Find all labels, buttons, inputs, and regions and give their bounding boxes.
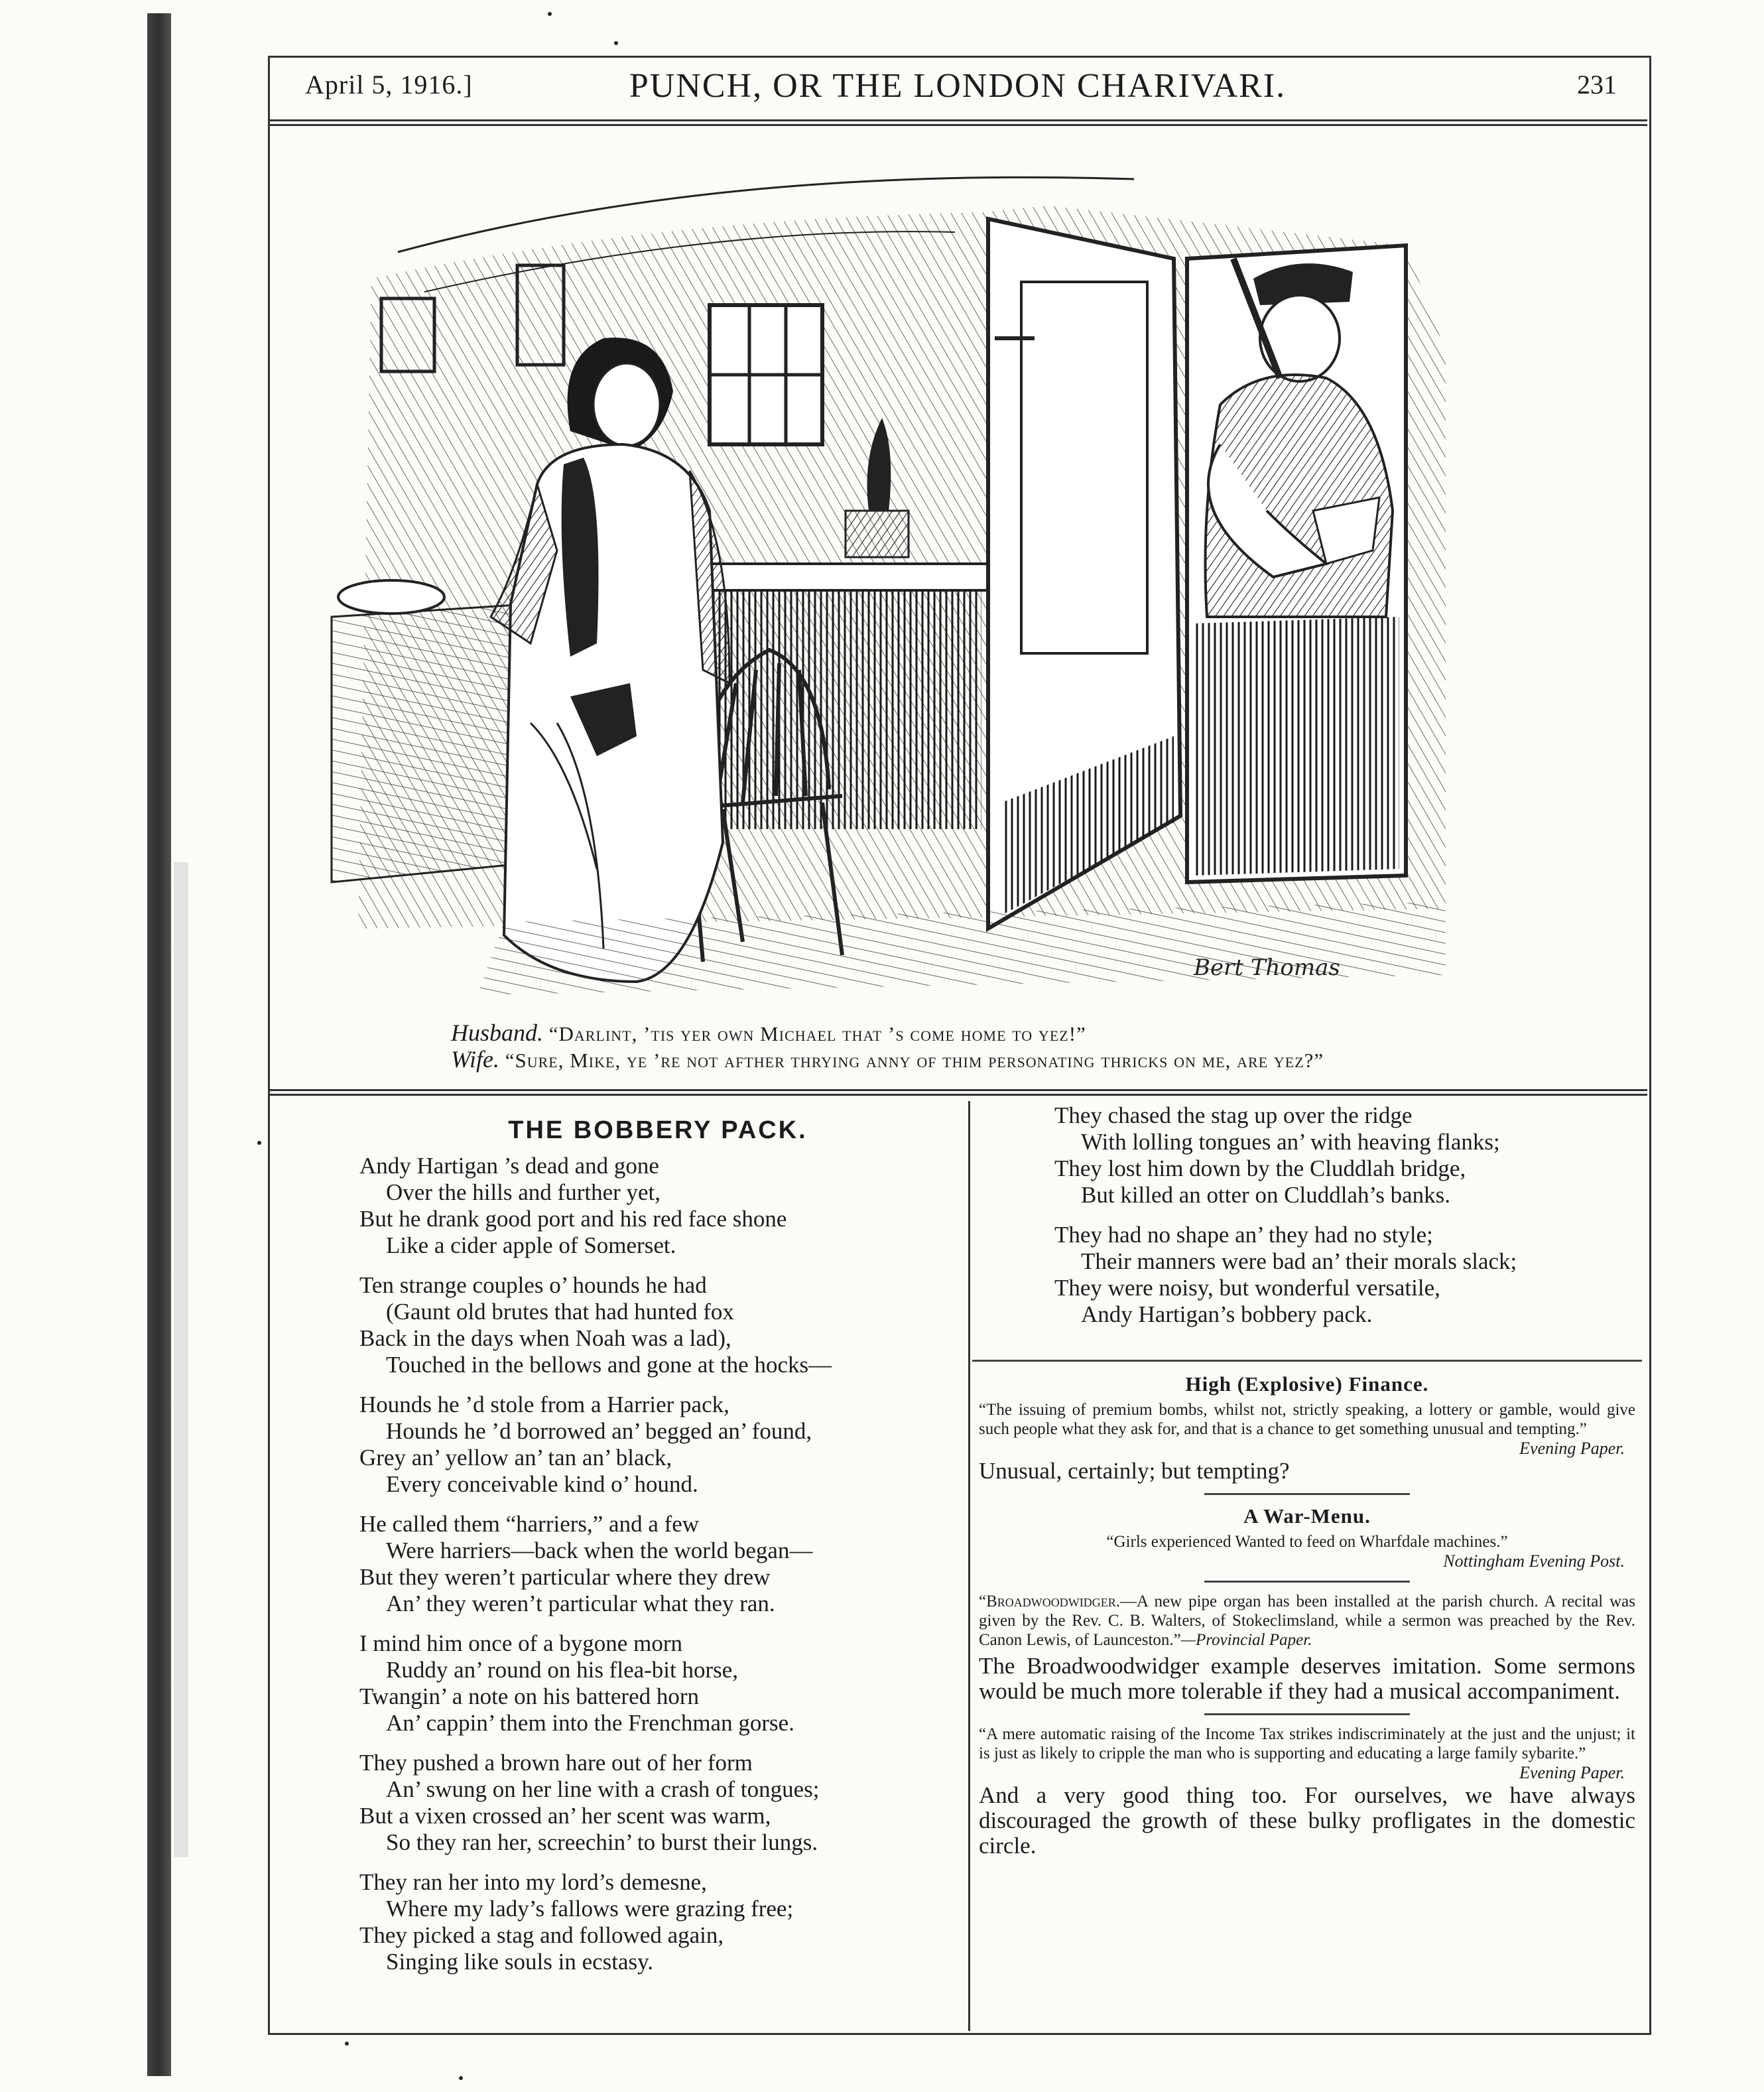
right-column-snippets [979, 1360, 1635, 1859]
poem-stanza [1054, 1222, 1638, 1328]
poem-line: Touched in the bellows and gone at the hocks— [386, 1352, 832, 1378]
poem-line: Andy Hartigan’s bobbery pack. [1081, 1301, 1373, 1327]
broadwoodwidger-quote-body: —A new pipe organ has been installed at the parish church. A recital was given by the Rev. C. B. Walters, of Stokeclimsland, while a sermon was preached by the Rev. Canon Lewis, of Launceston.” [979, 1593, 1635, 1649]
broadwoodwidger-comment: The Broadwoodwidger example deserves imitation. Some sermons would be much more tolerable if they had a musical accompaniment. [979, 1653, 1635, 1704]
poem-stanza [359, 1630, 956, 1736]
broadwoodwidger-quote [979, 1592, 1635, 1650]
high-finance-title: High (Explosive) Finance. [1185, 1372, 1429, 1396]
header-title: PUNCH, OR THE LONDON CHARIVARI. [629, 67, 1287, 105]
page-header [268, 66, 1647, 118]
poem-line: Like a cider apple of Somerset. [386, 1232, 676, 1258]
half-door [1194, 617, 1399, 876]
poem-line: Andy Hartigan ’s dead and gone [359, 1153, 659, 1179]
poem-stanza [359, 1392, 956, 1498]
caption-speaker-husband: Husband. [451, 1019, 544, 1046]
poem-left-column [359, 1101, 956, 1989]
poem-line: Ten strange couples o’ hounds he had [359, 1272, 707, 1298]
basin [338, 580, 444, 614]
poem-line: But killed an otter on Cluddlah’s banks. [1081, 1182, 1451, 1208]
poem-line: They picked a stag and followed again, [359, 1922, 724, 1948]
poem-line: They were noisy, but wonderful versatile, [1054, 1275, 1440, 1301]
poem-line: Ruddy an’ round on his flea-bit horse, [386, 1657, 739, 1683]
broadwoodwidger-section [979, 1592, 1635, 1704]
print-speck [257, 1141, 261, 1145]
poem-line: But a vixen crossed an’ her scent was warm, [359, 1803, 771, 1829]
poem-line: But they weren’t particular where they drew [359, 1564, 771, 1590]
poem-line: So they ran her, screechin’ to burst their lungs. [386, 1829, 818, 1855]
poem-stanza [359, 1153, 956, 1259]
poem-line: (Gaunt old brutes that had hunted fox [386, 1299, 734, 1325]
section-rule [972, 1360, 1642, 1362]
high-finance-section [979, 1372, 1635, 1484]
print-speck [345, 2042, 349, 2046]
page-gutter-shadow [174, 862, 188, 1857]
poem-title: THE BOBBERY PACK. [508, 1116, 808, 1144]
page-binding-shadow [147, 13, 171, 2076]
open-door [988, 219, 1180, 929]
artist-signature: Bert Thomas [1194, 954, 1340, 981]
poem-line: Over the hills and further yet, [386, 1179, 661, 1205]
poem-line: Back in the days when Noah was a lad), [359, 1325, 731, 1351]
broadwoodwidger-quote-head: “Broadwoodwidger. [979, 1593, 1120, 1610]
poem-line: But he drank good port and his red face shone [359, 1206, 787, 1232]
poem-line: An’ they weren’t particular what they ran. [386, 1591, 775, 1616]
poem-stanza [359, 1511, 956, 1617]
poem-line: I mind him once of a bygone morn [359, 1630, 682, 1656]
poem-line: They pushed a brown hare out of her form [359, 1750, 753, 1776]
poem-line: Where my lady’s fallows were grazing free; [386, 1896, 794, 1922]
column-rule [968, 1101, 970, 2031]
income-tax-quote: “A mere automatic raising of the Income Tax strikes indiscriminately at the just and the unjust; it is just as likely to cripple the man who is supporting and educating a large family sybarite.” [979, 1725, 1635, 1762]
war-menu-quote: “Girls experienced Wanted to feed on Wharfdale machines.” [1106, 1533, 1508, 1551]
poem-stanza [359, 1272, 956, 1378]
poem-line: They lost him down by the Cluddlah bridge, [1054, 1155, 1466, 1181]
income-tax-source: Evening Paper. [1519, 1763, 1625, 1782]
caption-wife-line: “Sure, Mike, ye ’re not afther thrying anny of thim personating thricks on me, are yez?” [505, 1049, 1324, 1072]
header-page-number: 231 [1577, 70, 1617, 99]
cartoon-illustration [318, 139, 1472, 1005]
poem-line: They had no shape an’ they had no style; [1054, 1222, 1433, 1248]
poem-stanza [1054, 1102, 1638, 1209]
poem-line: Twangin’ a note on his battered horn [359, 1683, 700, 1709]
poem-right-column [1054, 1102, 1638, 1341]
poem-line: With lolling tongues an’ with heaving flanks; [1081, 1129, 1500, 1155]
broadwoodwidger-quote-source: —Provincial Paper. [1180, 1631, 1312, 1649]
poem-line: Singing like souls in ecstasy. [386, 1949, 654, 1975]
caption-husband [451, 1019, 1578, 1047]
high-finance-source: Evening Paper. [1519, 1439, 1625, 1458]
header-date: April 5, 1916.] [305, 70, 473, 99]
print-speck [614, 41, 618, 45]
section-rule [1204, 1493, 1410, 1495]
high-finance-quote: “The issuing of premium bombs, whilst not, strictly speaking, a lottery or gamble, would give such people what they ask for, and that is a chance to get something unusual and tempting.” [979, 1401, 1635, 1438]
poem-line: He called them “harriers,” and a few [359, 1511, 700, 1537]
poem-line: Their manners were bad an’ their morals slack; [1081, 1248, 1517, 1274]
header-double-rule [268, 119, 1647, 126]
print-speck [459, 2076, 463, 2080]
poem-line: Hounds he ’d borrowed an’ begged an’ found, [386, 1418, 812, 1444]
poem-line: They chased the stag up over the ridge [1054, 1102, 1413, 1128]
print-speck [548, 12, 552, 16]
poem-line: They ran her into my lord’s demesne, [359, 1869, 707, 1895]
caption-husband-line: “Darlint, ’tis yer own Michael that ’s come home to yez!” [548, 1022, 1086, 1045]
caption-double-rule [268, 1089, 1647, 1096]
poem-line: Were harriers—back when the world began— [386, 1537, 813, 1563]
poem-stanza [359, 1869, 956, 1975]
poem-stanza [359, 1750, 956, 1856]
poem-line: An’ cappin’ them into the Frenchman gorse. [386, 1710, 794, 1736]
caption-speaker-wife: Wife. [451, 1046, 499, 1073]
income-tax-comment: And a very good thing too. For ourselves, we have always discouraged the growth of these bulky profligates in the domestic circle. [979, 1782, 1635, 1859]
war-menu-source: Nottingham Evening Post. [1443, 1551, 1625, 1571]
section-rule [1204, 1713, 1410, 1715]
poem-line: An’ swung on her line with a crash of tongues; [386, 1776, 820, 1802]
war-menu-section [979, 1504, 1635, 1571]
poem-line: Hounds he ’d stole from a Harrier pack, [359, 1392, 729, 1417]
poem-line: Every conceivable kind o’ hound. [386, 1471, 698, 1497]
section-rule [1204, 1581, 1410, 1583]
poem-line: Grey an’ yellow an’ tan an’ black, [359, 1445, 672, 1471]
war-menu-title: A War-Menu. [1243, 1504, 1371, 1528]
high-finance-comment: Unusual, certainly; but tempting? [979, 1458, 1290, 1484]
income-tax-section [979, 1725, 1635, 1859]
caption-wife [451, 1045, 1578, 1073]
